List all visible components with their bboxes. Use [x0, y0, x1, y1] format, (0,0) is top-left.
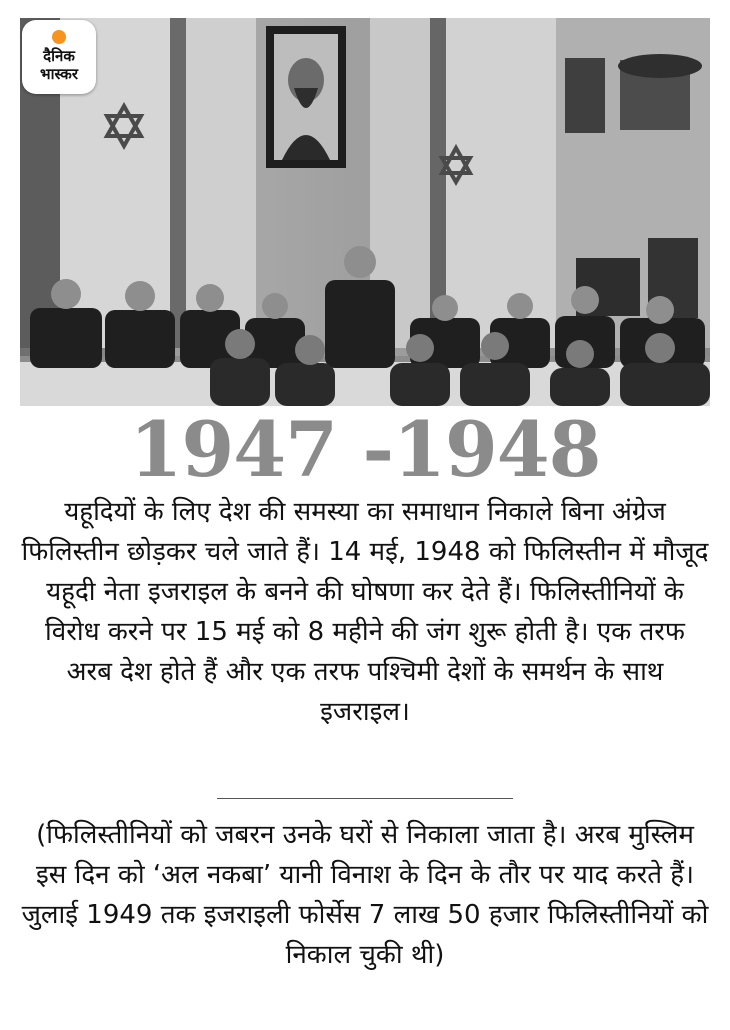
- logo-text-line1: दैनिक: [43, 47, 75, 65]
- divider: [217, 798, 513, 799]
- dainik-bhaskar-logo: [22, 20, 96, 94]
- body-paragraph-2: (फिलिस्तीनियों को जबरन उनके घरों से निकाला जाता है। अरब मुस्लिम इस दिन को ‘अल नकबा’ यानी विनाश के दिन के तौर पर याद करते हैं। जुलाई 1949 तक इजराइली फोर्सेस 7 लाख 50 हजार फिलिस्तीनियों को निकाल चुकी थी): [21, 820, 709, 970]
- historic-photo: [20, 18, 710, 406]
- body-paragraph-1: यहूदियों के लिए देश की समस्या का समाधान निकाले बिना अंग्रेज फिलिस्तीन छोड़कर चले जाते हैं। 14 मई, 1948 को फिलिस्तीन में मौजूद यहूदी नेता इजराइल के बनने की घोषणा कर देते हैं। फिलिस्तीनियों के विरोध करने पर 15 मई को 8 महीने की जंग शुरू होती है। एक तरफ अरब देश होते हैं और एक तरफ पश्चिमी देशों के समर्थन के साथ इजराइल।: [21, 497, 709, 727]
- logo-text-line2: भास्कर: [40, 65, 78, 83]
- year-heading: 1947 -1948: [129, 405, 601, 494]
- sun-dot-icon: [52, 30, 66, 44]
